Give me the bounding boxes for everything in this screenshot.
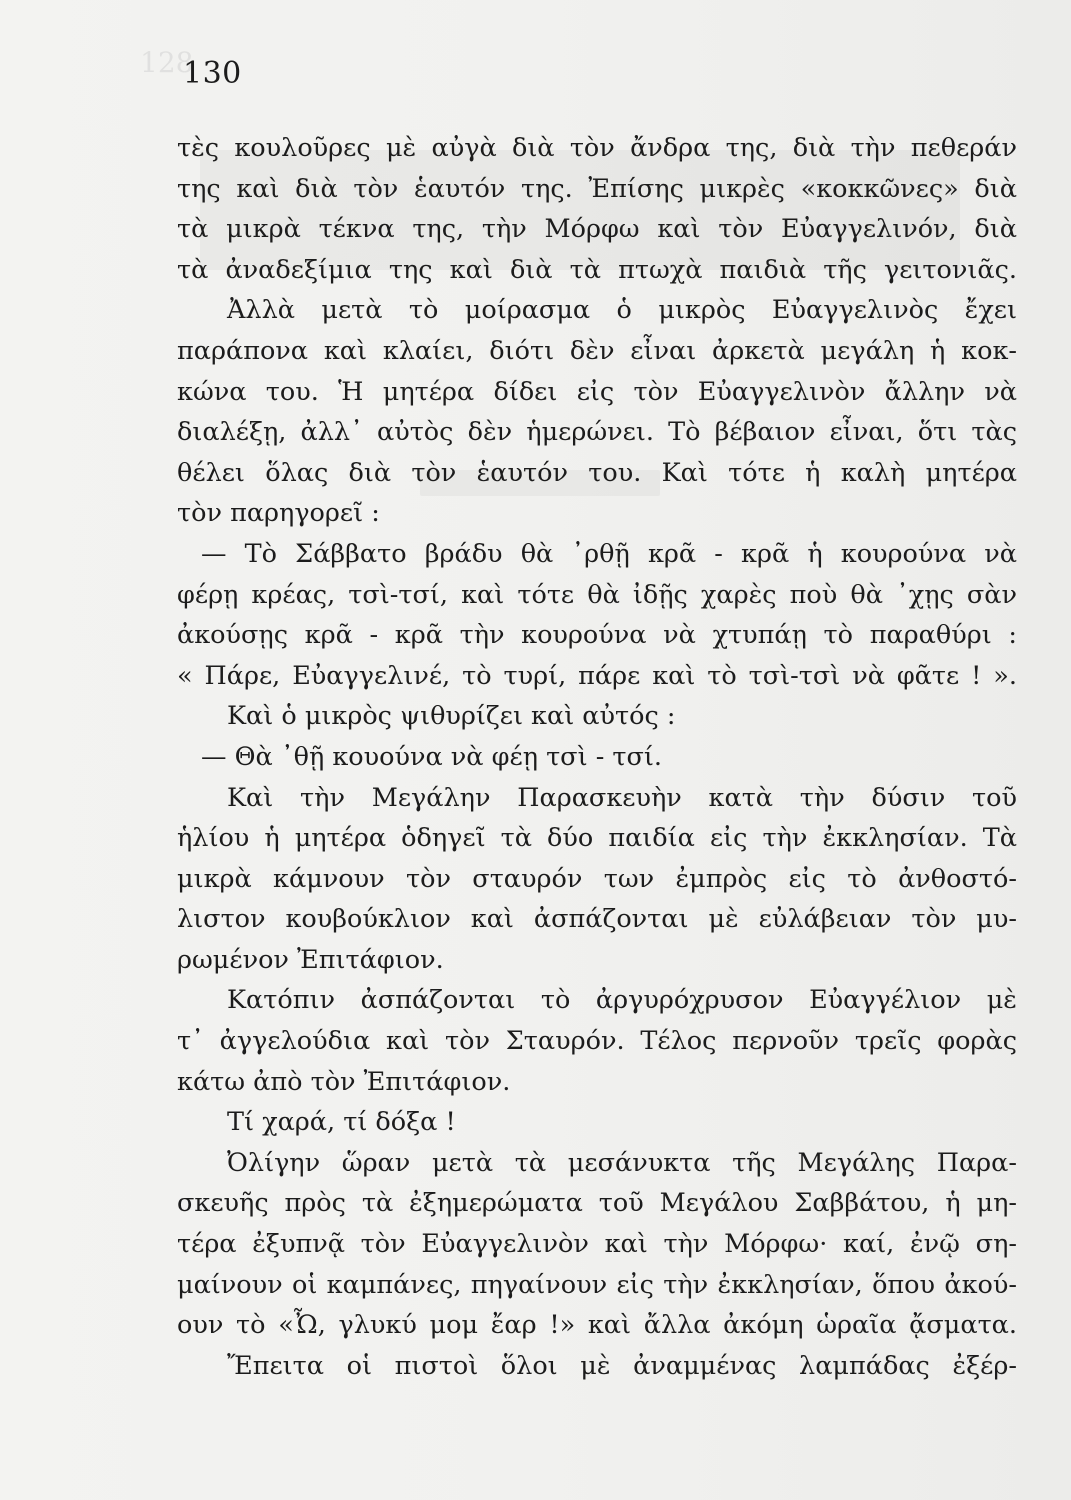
text-line: « Πάρε, Εὐαγγελινέ, τὸ τυρί, πάρε καὶ τὸ τσὶ-τσὶ νὰ φᾶτε ! ».	[177, 660, 1017, 691]
text-line: — Τὸ Σάββατο βράδυ θὰ ᾽ρθῇ κρᾶ - κρᾶ ἡ κουρούνα νὰ	[201, 538, 1017, 569]
text-line: θέλει ὅλας διὰ τὸν ἑαυτόν του. Καὶ τότε ἡ καλὴ μητέρα	[177, 457, 1017, 488]
text-line: τὸν παρηγορεῖ :	[177, 498, 380, 529]
text-line: ουν τὸ «Ὦ, γλυκύ μομ ἔαρ !» καὶ ἄλλα ἀκόμη ὡραῖα ᾄσματα.	[177, 1310, 1017, 1341]
text-line: τέρα ἐξυπνᾷ τὸν Εὐαγγελινὸν καὶ τὴν Μόρφω· καί, ἐνῷ ση-	[177, 1229, 1017, 1260]
text-line: τὲς κουλοῦρες μὲ αὐγὰ διὰ τὸν ἄνδρα της, διὰ τὴν πεθεράν	[177, 133, 1017, 163]
text-line: Καὶ τὴν Μεγάλην Παρασκευὴν κατὰ τὴν δύσιν τοῦ	[227, 782, 1017, 813]
text-line: Τί χαρά, τί δόξα !	[227, 1107, 456, 1138]
text-line: μαίνουν οἱ καμπάνες, πηγαίνουν εἰς τὴν ἐκκλησίαν, ὅπου ἀκού-	[177, 1269, 1017, 1300]
text-line: Καὶ ὁ μικρὸς ψιθυρίζει καὶ αὐτός :	[227, 701, 676, 732]
text-line: Ἔπειτα οἱ πιστοὶ ὅλοι μὲ ἀναμμένας λαμπάδας ἐξέρ-	[227, 1350, 1017, 1381]
text-line: σκευῆς πρὸς τὰ ἐξημερώματα τοῦ Μεγάλου Σαββάτου, ἡ μη-	[177, 1188, 1017, 1219]
text-line: παράπονα καὶ κλαίει, διότι δὲν εἶναι ἀρκετὰ μεγάλη ἡ κοκ-	[177, 335, 1017, 366]
text-line: τὰ μικρὰ τέκνα της, τὴν Μόρφω καὶ τὸν Εὐαγγελινόν, διὰ	[177, 214, 1017, 245]
text-line: τ᾽ ἀγγελούδια καὶ τὸν Σταυρόν. Τέλος περνοῦν τρεῖς φορὰς	[177, 1026, 1017, 1057]
text-line: ρωμένον Ἐπιτάφιον.	[177, 944, 444, 975]
bleed-through-page-number: 128	[140, 46, 194, 79]
text-line: φέρῃ κρέας, τσὶ-τσί, καὶ τότε θὰ ἰδῇς χαρὲς ποὺ θὰ ᾽χῃς σὰν	[177, 579, 1017, 610]
text-line: Ὀλίγην ὥραν μετὰ τὰ μεσάνυκτα τῆς Μεγάλης Παρα-	[227, 1147, 1017, 1178]
text-line: Κατόπιν ἀσπάζονται τὸ ἀργυρόχρυσον Εὐαγγέλιον μὲ	[227, 985, 1017, 1016]
text-line: ἡλίου ἡ μητέρα ὁδηγεῖ τὰ δύο παιδία εἰς τὴν ἐκκλησίαν. Τὰ	[177, 823, 1017, 854]
text-line: τὰ ἀναδεξίμια της καὶ διὰ τὰ πτωχὰ παιδιὰ τῆς γειτονιᾶς.	[177, 254, 1017, 285]
text-line: ἀκούσῃς κρᾶ - κρᾶ τὴν κουρούνα νὰ χτυπάῃ τὸ παραθύρι :	[177, 620, 1017, 651]
text-line: κάτω ἀπὸ τὸν Ἐπιτάφιον.	[177, 1066, 511, 1097]
text-line: μικρὰ κάμνουν τὸν σταυρόν των ἐμπρὸς εἰς τὸ ἀνθοστό-	[177, 863, 1017, 894]
body-text	[177, 128, 1017, 1386]
page-number: 130	[183, 56, 242, 91]
text-line: — Θὰ ᾽θῇ κουούνα νὰ φέῃ τσὶ - τσί.	[201, 741, 663, 772]
text-line: Ἀλλὰ μετὰ τὸ μοίρασμα ὁ μικρὸς Εὐαγγελινὸς ἔχει	[227, 295, 1017, 326]
text-line: κώνα του. Ἡ μητέρα δίδει εἰς τὸν Εὐαγγελινὸν ἄλλην νὰ	[177, 376, 1017, 407]
text-line: της καὶ διὰ τὸν ἑαυτόν της. Ἐπίσης μικρὲς «κοκκῶνες» διὰ	[177, 173, 1017, 204]
text-line: διαλέξῃ, ἀλλ᾽ αὐτὸς δὲν ἡμερώνει. Τὸ βέβαιον εἶναι, ὅτι τὰς	[177, 417, 1017, 448]
text-line: λιστον κουβούκλιον καὶ ἀσπάζονται μὲ εὐλάβειαν τὸν μυ-	[177, 904, 1017, 935]
